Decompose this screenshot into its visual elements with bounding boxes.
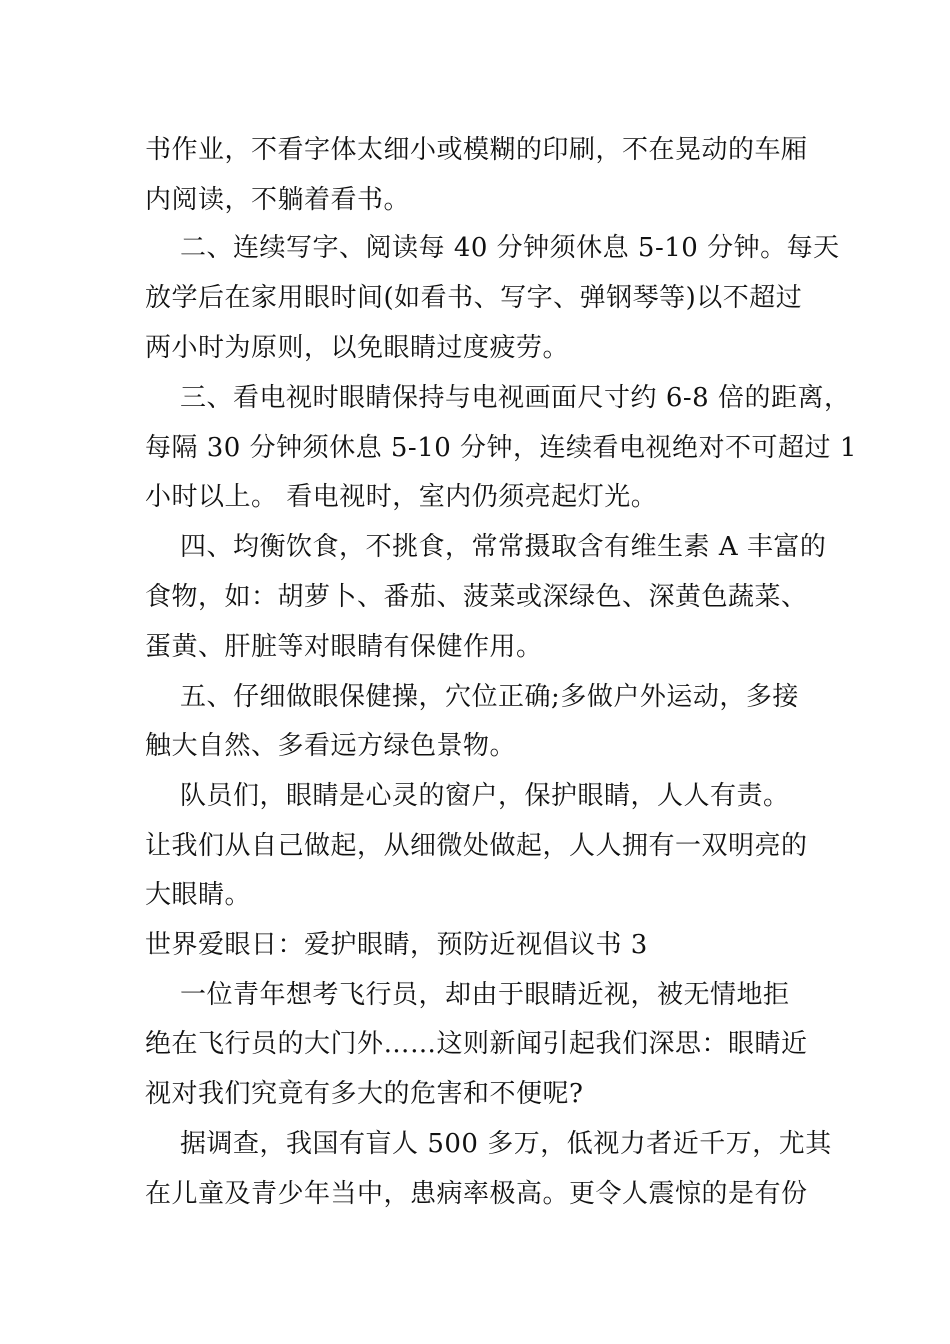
text-line: 绝在飞行员的大门外……这则新闻引起我们深思：眼睛近 xyxy=(145,1029,808,1059)
text-line: 小时以上。 看电视时，室内仍须亮起灯光。 xyxy=(145,482,658,512)
text-line: 触大自然、多看远方绿色景物。 xyxy=(145,731,517,761)
paragraph-5-start: 五、仔细做眼保健操，穴位正确;多做户外运动，多接 xyxy=(145,682,799,712)
text-line: 大眼睛。 xyxy=(145,880,252,910)
paragraph-6-start: 队员们，眼睛是心灵的窗户，保护眼睛，人人有责。 xyxy=(145,781,790,811)
text-line: 食物，如：胡萝卜、番茄、菠菜或深绿色、深黄色蔬菜、 xyxy=(145,582,808,612)
text-line: 视对我们究竟有多大的危害和不便呢? xyxy=(145,1079,584,1109)
text-line: 蛋黄、肝脏等对眼睛有保健作用。 xyxy=(145,632,543,662)
section-heading: 世界爱眼日：爱护眼睛，预防近视倡议书 3 xyxy=(145,930,648,960)
paragraph-8-start: 据调查，我国有盲人 500 多万，低视力者近千万，尤其 xyxy=(145,1129,832,1159)
text-line: 放学后在家用眼时间(如看书、写字、弹钢琴等)以不超过 xyxy=(145,283,803,313)
paragraph-2-start: 二、连续写字、阅读每 40 分钟须休息 5-10 分钟。每天 xyxy=(145,233,840,263)
paragraph-3-start: 三、看电视时眼睛保持与电视画面尺寸约 6-8 倍的距离， xyxy=(145,383,851,413)
paragraph-7-start: 一位青年想考飞行员，却由于眼睛近视，被无情地拒 xyxy=(145,980,790,1010)
text-line: 每隔 30 分钟须休息 5-10 分钟，连续看电视绝对不可超过 1 xyxy=(145,433,857,463)
text-line: 在儿童及青少年当中，患病率极高。更令人震惊的是有份 xyxy=(145,1179,808,1209)
text-line: 让我们从自己做起，从细微处做起，人人拥有一双明亮的 xyxy=(145,831,808,861)
text-line: 两小时为原则，以免眼睛过度疲劳。 xyxy=(145,333,570,363)
paragraph-4-start: 四、均衡饮食，不挑食，常常摄取含有维生素 A 丰富的 xyxy=(145,532,827,562)
text-line: 书作业，不看字体太细小或模糊的印刷，不在晃动的车厢 xyxy=(145,135,808,165)
text-line: 内阅读，不躺着看书。 xyxy=(145,185,411,215)
